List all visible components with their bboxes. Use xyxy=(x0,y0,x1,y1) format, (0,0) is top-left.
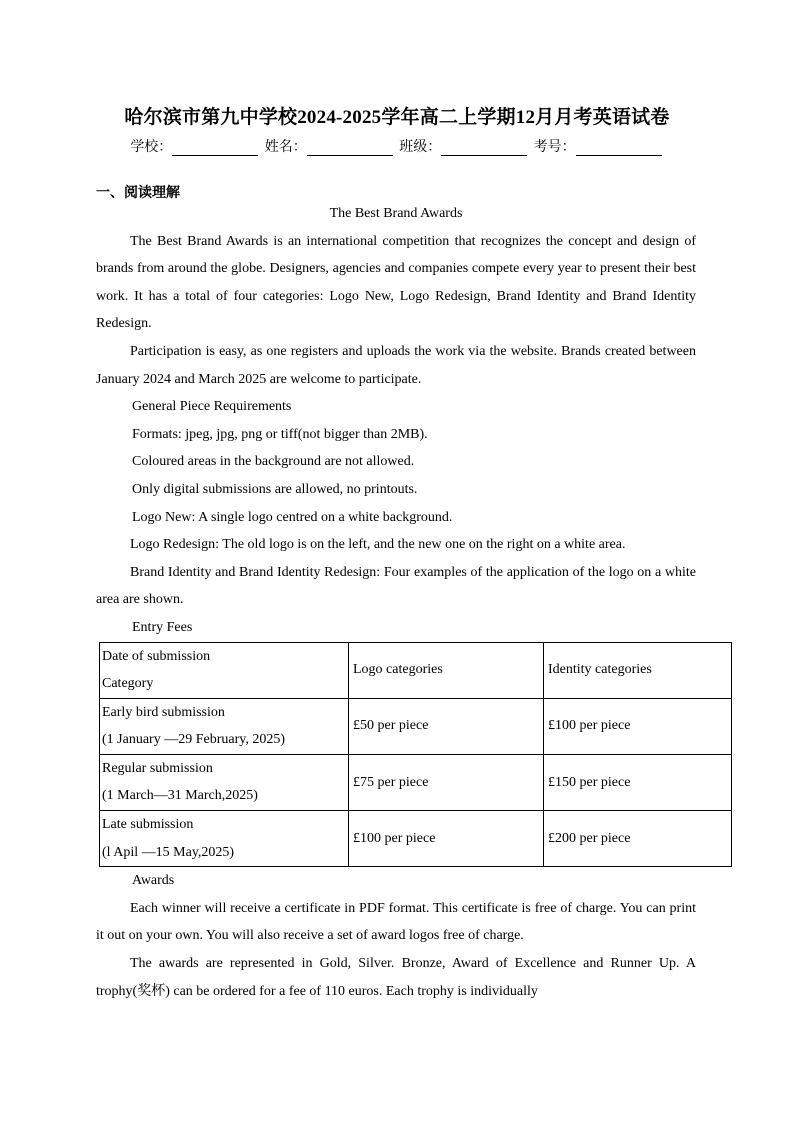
trophy-chinese-gloss: 奖杯 xyxy=(137,982,166,999)
table-row xyxy=(100,754,732,810)
name-blank[interactable] xyxy=(307,141,393,156)
row-date-range: (1 January —29 February, 2025) xyxy=(102,732,285,748)
requirement-logo-new: Logo New: A single logo centred on a white background. xyxy=(132,509,453,525)
requirements-heading: General Piece Requirements xyxy=(132,399,292,415)
trophy-text-start: The awards are represented in Gold, Silver. Bronze, Award of Excellence and Runner Up. A trophy( xyxy=(96,956,696,999)
paragraph-participation: Participation is easy, as one registers and uploads the work via the website. Brands created between January 2024 and March 2025 are welcome to participate. xyxy=(96,343,696,387)
awards-heading: Awards xyxy=(132,873,175,889)
header-date-label: Date of submission xyxy=(102,648,211,664)
table-cell-date xyxy=(100,754,349,810)
row-label: Early bird submission xyxy=(102,704,225,720)
school-label: 学校： xyxy=(130,139,173,155)
paragraph-intro: The Best Brand Awards is an international competition that recognizes the concept and design of brands from around the globe. Designers, agencies and companies compete every year to present their best work. It has a total of four categories: Logo New, Logo Redesign, Brand Identity and Brand Identity Redesign. xyxy=(96,233,696,332)
table-cell-logo-fee: £100 per piece xyxy=(349,811,544,867)
header-category-label: Category xyxy=(102,676,154,692)
reading-passage xyxy=(96,200,696,1005)
table-cell-date xyxy=(100,811,349,867)
student-info-line xyxy=(0,136,794,156)
row-label: Late submission xyxy=(102,817,194,833)
section-heading: 一、阅读理解 xyxy=(96,185,180,201)
table-header-cell xyxy=(100,642,349,698)
class-label: 班级： xyxy=(399,139,442,155)
row-date-range: (1 March—31 March,2025) xyxy=(102,788,258,804)
row-date-range: (l Apil —15 May,2025) xyxy=(102,844,235,860)
table-cell-logo-fee: £75 per piece xyxy=(349,754,544,810)
table-cell-identity-fee: £100 per piece xyxy=(544,698,732,754)
number-blank[interactable] xyxy=(576,141,662,156)
table-row xyxy=(100,698,732,754)
table-cell-identity-fee: £150 per piece xyxy=(544,754,732,810)
page-title: 哈尔滨市第九中学校2024-2025学年高二上学期12月月考英语试卷 xyxy=(124,107,670,128)
trophy-text-end: ) can be ordered for a fee of 110 euros. Each trophy is individually xyxy=(165,983,538,999)
table-row xyxy=(100,811,732,867)
table-header-row xyxy=(100,642,732,698)
requirement-brand-identity: Brand Identity and Brand Identity Redesign: Four examples of the application of the logo on a white area are shown. xyxy=(96,564,696,608)
class-blank[interactable] xyxy=(441,141,527,156)
table-cell-date xyxy=(100,698,349,754)
row-label: Regular submission xyxy=(102,760,213,776)
requirement-logo-redesign: Logo Redesign: The old logo is on the left, and the new one on the right on a white area. xyxy=(130,537,626,553)
header-logo-categories: Logo categories xyxy=(349,642,544,698)
paragraph-certificate: Each winner will receive a certificate in PDF format. This certificate is free of charge. You can print it out on your own. You will also receive a set of award logos free of charge. xyxy=(96,900,696,944)
number-label: 考号： xyxy=(533,139,576,155)
fees-heading: Entry Fees xyxy=(132,619,193,635)
school-blank[interactable] xyxy=(172,141,258,156)
name-label: 姓名： xyxy=(264,139,307,155)
table-cell-identity-fee: £200 per piece xyxy=(544,811,732,867)
requirement-digital: Only digital submissions are allowed, no printouts. xyxy=(132,481,418,497)
header-identity-categories: Identity categories xyxy=(544,642,732,698)
table-cell-logo-fee: £50 per piece xyxy=(349,698,544,754)
requirement-formats: Formats: jpeg, jpg, png or tiff(not bigger than 2MB). xyxy=(132,426,428,442)
passage-title: The Best Brand Awards xyxy=(329,206,463,221)
requirement-background: Coloured areas in the background are not allowed. xyxy=(132,454,415,470)
entry-fees-table xyxy=(99,642,732,868)
paragraph-trophy xyxy=(96,950,696,1005)
